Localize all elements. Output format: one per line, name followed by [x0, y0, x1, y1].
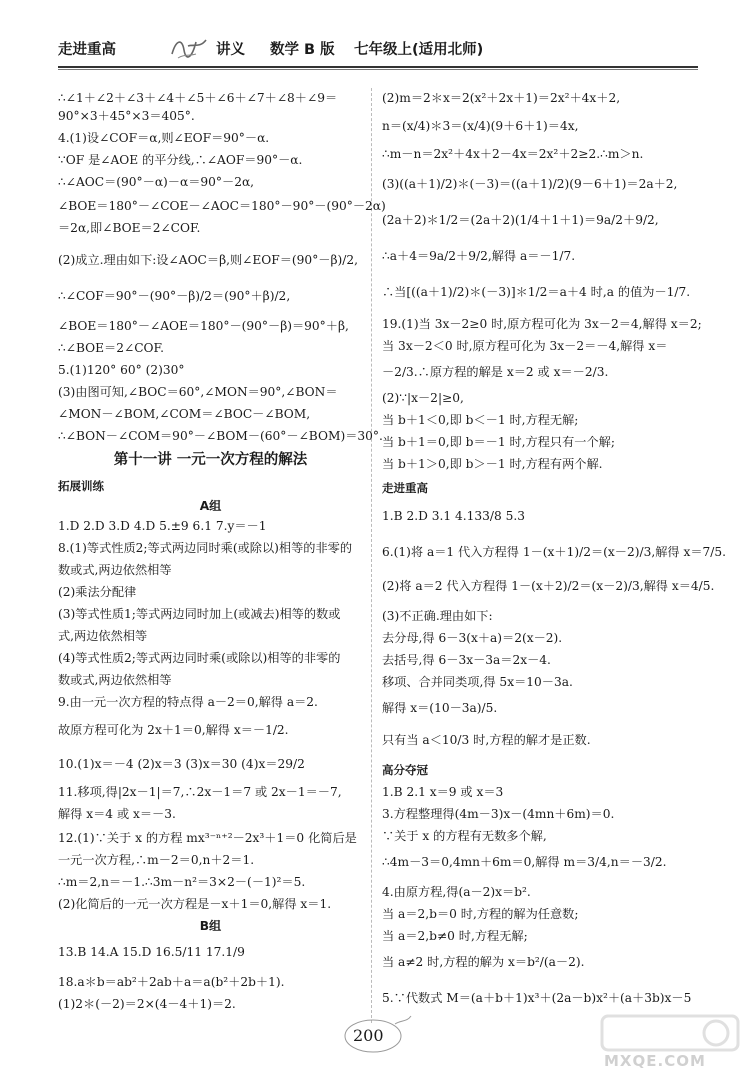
text-line: (2)乘法分配律 — [58, 585, 137, 599]
page-header — [58, 30, 698, 64]
text-line: 9.由一元一次方程的特点得 a－2＝0,解得 a＝2. — [58, 695, 318, 709]
text-line: 18.a＊b＝ab²＋2ab＋a＝a(b²＋2b＋1). — [58, 975, 285, 989]
text-line: (3)((a＋1)/2)＊(－3)＝((a＋1)/2)(9－6＋1)＝2a＋2, — [382, 177, 678, 191]
text-line: 5.(1)120° 60° (2)30° — [58, 363, 185, 377]
section-heading: 走进重高 — [382, 481, 428, 495]
column-divider — [371, 88, 372, 1023]
text-line: 3.方程整理得(4m－3)x－(4mn＋6m)＝0. — [382, 807, 615, 821]
text-line: ∴∠COF＝90°－(90°－β)/2＝(90°＋β)/2, — [58, 289, 291, 303]
text-line: (2)化简后的一元一次方程是－x＋1＝0,解得 x＝1. — [58, 897, 332, 911]
book-part: 讲义 — [216, 42, 245, 58]
group-heading: B组 — [199, 919, 222, 933]
text-line: 11.移项,得|2x－1|＝7,∴2x－1＝7 或 2x－1＝－7, — [58, 785, 342, 799]
text-line: 12.(1)∵关于 x 的方程 mx³⁻ⁿ⁺²－2x³＋1＝0 化简后是 — [58, 831, 357, 845]
text-line: 只有当 a＜10/3 时,方程的解才是正数. — [382, 733, 591, 747]
text-line: 数或式,两边依然相等 — [58, 673, 172, 687]
text-line: 当 b＋1＞0,即 b＞－1 时,方程有两个解. — [382, 457, 603, 471]
group-heading: A组 — [199, 499, 222, 513]
text-line: 去分母,得 6－3(x＋a)＝2(x－2). — [382, 631, 563, 645]
book-subject: 数学 B 版 — [270, 42, 335, 58]
text-line: ∠BOE＝180°－∠COE－∠AOC＝180°－90°－(90°－2α) — [58, 199, 386, 213]
text-line: ∴当[((a＋1)/2)＊(－3)]＊1/2＝a＋4 时,a 的值为－1/7. — [382, 285, 691, 299]
header-rule-thin — [58, 69, 698, 70]
text-line: ∴∠1＋∠2＋∠3＋∠4＋∠5＋∠6＋∠7＋∠8＋∠9＝ — [58, 91, 338, 105]
text-line: 10.(1)x＝－4 (2)x＝3 (3)x＝30 (4)x＝29/2 — [58, 757, 305, 771]
text-line: 故原方程可化为 2x＋1＝0,解得 x＝－1/2. — [58, 723, 289, 737]
text-line: 4.(1)设∠COF＝α,则∠EOF＝90°－α. — [58, 131, 270, 145]
text-line: (3)由图可知,∠BOC＝60°,∠MON＝90°,∠BON＝ — [58, 385, 338, 399]
text-line: (2)m＝2＊x＝2(x²＋2x＋1)＝2x²＋4x＋2, — [382, 91, 621, 105]
text-line: ∴m－n＝2x²＋4x＋2－4x＝2x²＋2≥2.∴m＞n. — [382, 147, 644, 161]
watermark-text: MXQE.COM — [604, 1052, 706, 1070]
text-line: (3)等式性质1;等式两边同时加上(或减去)相等的数或 — [58, 607, 341, 621]
text-line: 一元一次方程,∴m－2＝0,n＋2＝1. — [58, 853, 255, 867]
header-rule — [58, 66, 698, 68]
text-line: 当 b＋1＜0,即 b＜－1 时,方程无解; — [382, 413, 579, 427]
page-number: 200 — [353, 1026, 384, 1045]
text-line: 当 a＝2,b≠0 时,方程无解; — [382, 929, 528, 943]
text-line: (3)不正确.理由如下: — [382, 609, 493, 623]
text-line: 1.B 2.1 x＝9 或 x＝3 — [382, 785, 504, 799]
text-line: 90°×3＋45°×3＝405°. — [58, 109, 195, 123]
text-line: 1.D 2.D 3.D 4.D 5.±9 6.1 7.y＝－1 — [58, 519, 267, 533]
text-line: 数或式,两边依然相等 — [58, 563, 172, 577]
text-line: (2)∵|x－2|≥0, — [382, 391, 464, 405]
text-line: 1.B 2.D 3.1 4.133/8 5.3 — [382, 509, 525, 523]
calligraphy-logo — [166, 32, 210, 62]
text-line: ∴4m－3＝0,4mn＋6m＝0,解得 m＝3/4,n＝－3/2. — [382, 855, 667, 869]
text-line: (2a＋2)＊1/2＝(2a＋2)(1/4＋1＋1)＝9a/2＋9/2, — [382, 213, 659, 227]
book-brand: 走进重高 — [58, 42, 116, 58]
text-line: 移项、合并同类项,得 5x＝10－3a. — [382, 675, 573, 689]
text-line: 8.(1)等式性质2;等式两边同时乘(或除以)相等的非零的 — [58, 541, 353, 555]
text-line: ∴a＋4＝9a/2＋9/2,解得 a＝－1/7. — [382, 249, 576, 263]
text-line: ∴∠AOC＝(90°－α)－α＝90°－2α, — [58, 175, 255, 189]
text-line: 13.B 14.A 15.D 16.5/11 17.1/9 — [58, 945, 245, 959]
text-line: ∵关于 x 的方程有无数多个解, — [382, 829, 547, 843]
text-line: 5.∵代数式 M＝(a＋b＋1)x³＋(2a－b)x²＋(a＋3b)x－5 — [382, 991, 692, 1005]
text-line: 当 a＝2,b＝0 时,方程的解为任意数; — [382, 907, 579, 921]
text-line: 当 3x－2＜0 时,原方程可化为 3x－2＝－4,解得 x＝ — [382, 339, 668, 353]
text-line: ∵OF 是∠AOE 的平分线,∴∠AOF＝90°－α. — [58, 153, 303, 167]
text-line: －2/3.∴原方程的解是 x＝2 或 x＝－2/3. — [382, 365, 609, 379]
text-line: (1)2＊(－2)＝2×(4－4＋1)＝2. — [58, 997, 236, 1011]
text-line: 4.由原方程,得(a－2)x＝b². — [382, 885, 531, 899]
text-line: (4)等式性质2;等式两边同时乘(或除以)相等的非零的 — [58, 651, 341, 665]
text-line: ∴m＝2,n＝－1.∴3m－n²＝3×2－(－1)²＝5. — [58, 875, 306, 889]
text-line: 去括号,得 6－3x－3a＝2x－4. — [382, 653, 551, 667]
lecture-title: 第十一讲 一元一次方程的解法 — [113, 452, 308, 468]
section-heading: 高分夺冠 — [382, 763, 428, 777]
text-line: n＝(x/4)＊3＝(x/4)(9＋6＋1)＝4x, — [382, 119, 579, 133]
text-line: (2)成立.理由如下:设∠AOC＝β,则∠EOF＝(90°－β)/2, — [58, 253, 359, 267]
text-line: 当 a≠2 时,方程的解为 x＝b²/(a－2). — [382, 955, 585, 969]
text-line: 当 b＋1＝0,即 b＝－1 时,方程只有一个解; — [382, 435, 615, 449]
text-line: ∠BOE＝180°－∠AOE＝180°－(90°－β)＝90°＋β, — [58, 319, 349, 333]
text-line: ∠MON－∠BOM,∠COM＝∠BOC－∠BOM, — [58, 407, 311, 421]
text-line: 解得 x＝(10－3a)/5. — [382, 701, 498, 715]
text-line: ＝2α,即∠BOE＝2∠COF. — [58, 221, 201, 235]
text-line: ∴∠BON－∠COM＝90°－∠BOM－(60°－∠BOM)＝30°. — [58, 429, 383, 443]
text-line: 解得 x＝4 或 x＝－3. — [58, 807, 176, 821]
text-line: 式,两边依然相等 — [58, 629, 148, 643]
text-line: 6.(1)将 a＝1 代入方程得 1－(x＋1)/2＝(x－2)/3,解得 x＝7/5. — [382, 545, 727, 559]
book-grade: 七年级上(适用北师) — [354, 42, 484, 58]
text-line: 19.(1)当 3x－2≥0 时,原方程可化为 3x－2＝4,解得 x＝2; — [382, 317, 702, 331]
text-line: (2)将 a＝2 代入方程得 1－(x＋2)/2＝(x－2)/3,解得 x＝4/5. — [382, 579, 715, 593]
text-line: ∴∠BOE＝2∠COF. — [58, 341, 164, 355]
section-heading: 拓展训练 — [58, 479, 104, 493]
